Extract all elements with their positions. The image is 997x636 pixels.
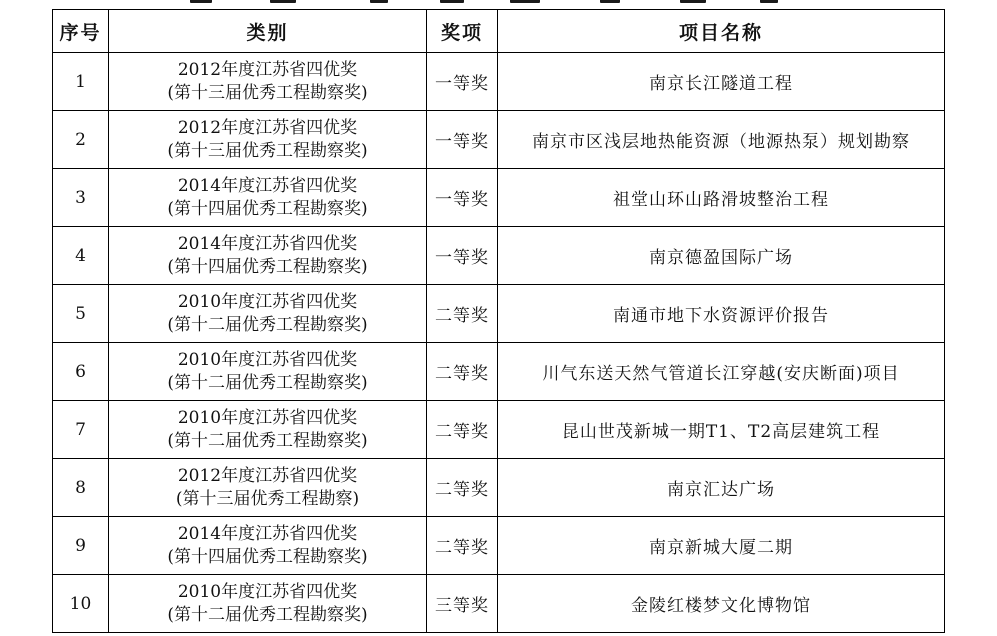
header-category: 类别 <box>109 10 427 53</box>
row-award: 一等奖 <box>427 111 498 169</box>
row-award: 二等奖 <box>427 401 498 459</box>
row-project-name: 南京新城大厦二期 <box>498 517 945 575</box>
row-award: 三等奖 <box>427 575 498 633</box>
row-number: 2 <box>53 111 109 169</box>
row-number: 9 <box>53 517 109 575</box>
header-row <box>53 10 945 53</box>
row-award: 二等奖 <box>427 517 498 575</box>
table-row <box>53 575 945 633</box>
row-category <box>109 459 427 517</box>
row-project-name: 南京汇达广场 <box>498 459 945 517</box>
category-line-2: (第十四届优秀工程勘察奖) <box>167 546 368 567</box>
header-project-name: 项目名称 <box>498 10 945 53</box>
category-line-2: (第十三届优秀工程勘察) <box>175 488 360 509</box>
category-line-2: (第十二届优秀工程勘察奖) <box>167 314 368 335</box>
row-award: 二等奖 <box>427 285 498 343</box>
row-category <box>109 111 427 169</box>
row-award: 一等奖 <box>427 169 498 227</box>
table-row <box>53 227 945 285</box>
table-row <box>53 459 945 517</box>
row-project-name: 南通市地下水资源评价报告 <box>498 285 945 343</box>
table-row <box>53 111 945 169</box>
row-award: 一等奖 <box>427 53 498 111</box>
table-row <box>53 343 945 401</box>
category-line-2: (第十四届优秀工程勘察奖) <box>167 256 368 277</box>
category-line-2: (第十二届优秀工程勘察奖) <box>167 604 368 625</box>
row-category <box>109 227 427 285</box>
category-line-2: (第十二届优秀工程勘察奖) <box>167 430 368 451</box>
row-number: 10 <box>53 575 109 633</box>
category-line-1: 2014年度江苏省四优奖 <box>177 523 358 544</box>
row-category <box>109 343 427 401</box>
row-project-name: 祖堂山环山路滑坡整治工程 <box>498 169 945 227</box>
row-number: 7 <box>53 401 109 459</box>
header-no: 序号 <box>53 10 109 53</box>
row-project-name: 南京市区浅层地热能资源（地源热泵）规划勘察 <box>498 111 945 169</box>
row-number: 1 <box>53 53 109 111</box>
row-number: 4 <box>53 227 109 285</box>
row-project-name: 金陵红楼梦文化博物馆 <box>498 575 945 633</box>
row-number: 3 <box>53 169 109 227</box>
awards-table <box>52 9 945 633</box>
row-number: 6 <box>53 343 109 401</box>
row-category <box>109 401 427 459</box>
category-line-1: 2010年度江苏省四优奖 <box>177 291 358 312</box>
category-line-2: (第十三届优秀工程勘察奖) <box>167 140 368 161</box>
category-line-2: (第十二届优秀工程勘察奖) <box>167 372 368 393</box>
row-number: 8 <box>53 459 109 517</box>
category-line-1: 2012年度江苏省四优奖 <box>177 117 358 138</box>
row-category <box>109 285 427 343</box>
row-project-name: 川气东送天然气管道长江穿越(安庆断面)项目 <box>498 343 945 401</box>
category-line-1: 2012年度江苏省四优奖 <box>177 465 358 486</box>
table-row <box>53 169 945 227</box>
header-award: 奖项 <box>427 10 498 53</box>
table-body <box>53 53 945 633</box>
row-category <box>109 517 427 575</box>
row-project-name: 南京德盈国际广场 <box>498 227 945 285</box>
table-row <box>53 517 945 575</box>
table-row <box>53 401 945 459</box>
row-category <box>109 575 427 633</box>
category-line-2: (第十四届优秀工程勘察奖) <box>167 198 368 219</box>
row-number: 5 <box>53 285 109 343</box>
category-line-1: 2010年度江苏省四优奖 <box>177 581 358 602</box>
cropped-heading-fragments <box>40 0 940 4</box>
row-award: 二等奖 <box>427 343 498 401</box>
row-category <box>109 53 427 111</box>
row-award: 一等奖 <box>427 227 498 285</box>
table-row <box>53 285 945 343</box>
category-line-1: 2014年度江苏省四优奖 <box>177 233 358 254</box>
category-line-1: 2010年度江苏省四优奖 <box>177 407 358 428</box>
category-line-1: 2010年度江苏省四优奖 <box>177 349 358 370</box>
category-line-2: (第十三届优秀工程勘察奖) <box>167 82 368 103</box>
table-row <box>53 53 945 111</box>
row-category <box>109 169 427 227</box>
category-line-1: 2012年度江苏省四优奖 <box>177 59 358 80</box>
row-award: 二等奖 <box>427 459 498 517</box>
row-project-name: 昆山世茂新城一期T1、T2高层建筑工程 <box>498 401 945 459</box>
category-line-1: 2014年度江苏省四优奖 <box>177 175 358 196</box>
row-project-name: 南京长江隧道工程 <box>498 53 945 111</box>
